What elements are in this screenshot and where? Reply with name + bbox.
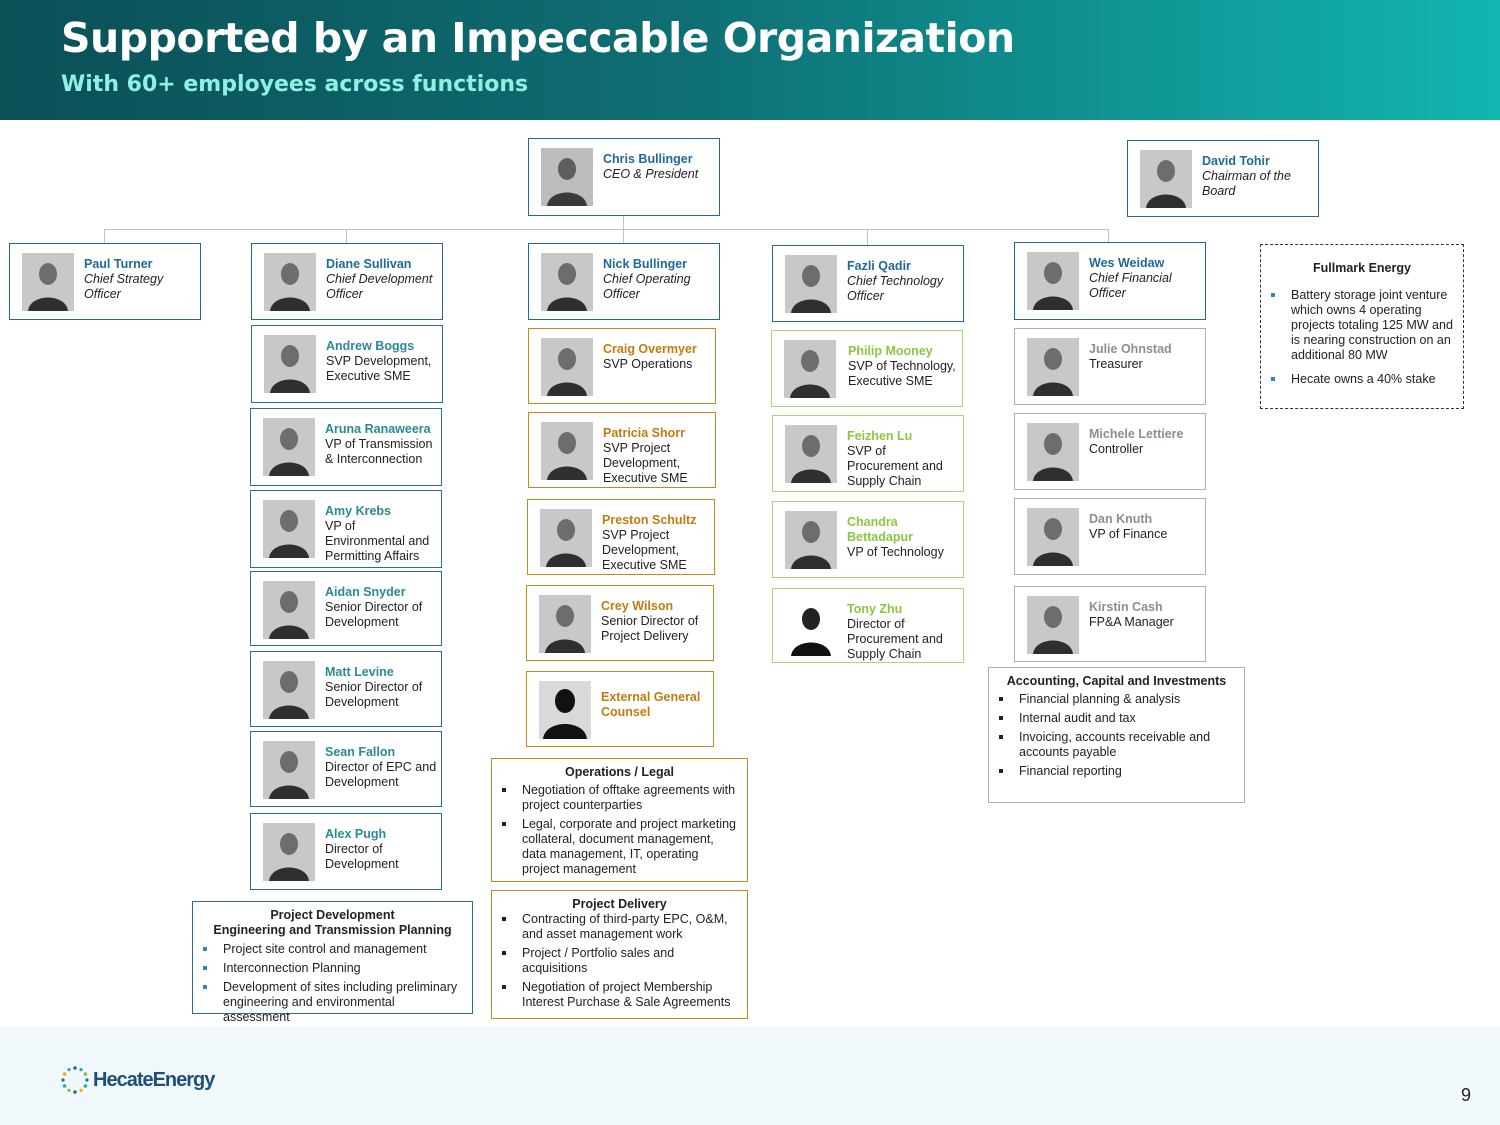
person-photo xyxy=(1027,252,1079,310)
slide-header xyxy=(0,0,1500,120)
staff-role: Director of Development xyxy=(325,842,399,871)
hecate-logo-icon xyxy=(60,1065,90,1095)
list-item: Interconnection Planning xyxy=(201,961,464,976)
staff-role: SVP Project Development, Executive SME xyxy=(602,528,687,572)
fullmark-energy-box xyxy=(1260,244,1464,409)
project-delivery-box xyxy=(491,890,748,1019)
person-photo xyxy=(1027,508,1079,566)
staff-role: VP of Technology xyxy=(847,545,944,559)
list-item: Negotiation of offtake agreements with project counterparties xyxy=(500,783,739,813)
staff-name: Alex Pugh xyxy=(325,827,387,841)
person-photo xyxy=(539,595,591,653)
person-photo xyxy=(263,581,315,639)
staff-card xyxy=(528,328,716,404)
staff-card xyxy=(1014,586,1206,662)
development-box-title-1: Project Development xyxy=(270,908,395,922)
staff-role: Senior Director of Development xyxy=(325,600,423,629)
page-number: 9 xyxy=(1460,1085,1471,1105)
staff-name: Julie Ohnstad xyxy=(1089,342,1172,356)
staff-role: Senior Director of Development xyxy=(325,680,423,709)
list-item: Financial reporting xyxy=(997,764,1236,779)
person-photo xyxy=(1140,150,1192,208)
staff-name: Sean Fallon xyxy=(325,745,396,759)
finance-responsibilities-list xyxy=(997,692,1236,779)
cto-name: Fazli Qadir xyxy=(847,259,911,273)
person-photo xyxy=(22,253,74,311)
staff-role: SVP Project Development, Executive SME xyxy=(603,441,688,485)
staff-card xyxy=(250,731,442,807)
list-item: Battery storage joint venture which owns 4 operating projects totaling 125 MW and is nearing construction on an additional 80 MW xyxy=(1269,288,1455,363)
ceo-name: Chris Bullinger xyxy=(603,152,693,166)
fullmark-list xyxy=(1269,288,1455,387)
staff-name: Chandra Bettadapur xyxy=(847,515,913,544)
cso-name: Paul Turner xyxy=(84,257,153,271)
person-photo xyxy=(785,255,837,313)
operations-legal-title: Operations / Legal xyxy=(564,765,675,779)
person-photo xyxy=(541,338,593,396)
list-item: Hecate owns a 40% stake xyxy=(1269,372,1455,387)
staff-name: Matt Levine xyxy=(325,665,394,679)
staff-name: Andrew Boggs xyxy=(326,339,415,353)
staff-card xyxy=(526,585,714,661)
staff-card xyxy=(250,490,442,568)
staff-name: Amy Krebs xyxy=(325,504,391,518)
staff-card xyxy=(771,330,963,407)
staff-name: Tony Zhu xyxy=(847,602,903,616)
staff-role: Controller xyxy=(1089,442,1144,456)
staff-role: VP of Finance xyxy=(1089,527,1168,541)
company-logo xyxy=(60,1065,214,1095)
coo-card xyxy=(528,243,720,320)
connector-strategy xyxy=(104,229,105,244)
fullmark-title: Fullmark Energy xyxy=(1313,261,1411,275)
cdo-role: Chief Development Officer xyxy=(326,272,433,301)
development-box-title-2: Engineering and Transmission Planning xyxy=(213,923,452,937)
staff-card xyxy=(1014,498,1206,575)
staff-name: Dan Knuth xyxy=(1089,512,1153,526)
chairman-name: David Tohir xyxy=(1202,154,1270,168)
staff-card xyxy=(250,813,442,890)
coo-name: Nick Bullinger xyxy=(603,257,688,271)
staff-card xyxy=(772,415,964,492)
person-photo xyxy=(541,148,593,206)
staff-name: Kirstin Cash xyxy=(1089,600,1163,614)
slide-footer xyxy=(0,1027,1500,1125)
operations-legal-box xyxy=(491,758,748,882)
list-item: Project / Portfolio sales and acquisitions xyxy=(500,946,739,976)
finance-box-title: Accounting, Capital and Investments xyxy=(1006,674,1227,688)
staff-role: VP of Transmission & Interconnection xyxy=(325,437,433,466)
staff-name: Philip Mooney xyxy=(848,344,933,358)
cdo-card xyxy=(251,243,443,320)
counsel-card xyxy=(526,671,714,747)
cto-card xyxy=(772,245,964,322)
list-item: Internal audit and tax xyxy=(997,711,1236,726)
staff-card xyxy=(1014,328,1206,405)
staff-name: Aruna Ranaweera xyxy=(325,422,431,436)
person-photo xyxy=(540,509,592,567)
cto-role: Chief Technology Officer xyxy=(847,274,944,303)
person-photo xyxy=(784,340,836,398)
chairman-role: Chairman of the Board xyxy=(1202,169,1291,198)
cso-card xyxy=(9,243,201,320)
operations-legal-list xyxy=(500,783,739,877)
person-photo xyxy=(785,598,837,656)
staff-name: Patricia Shorr xyxy=(603,426,685,440)
person-photo xyxy=(263,741,315,799)
person-photo xyxy=(263,418,315,476)
person-photo xyxy=(264,253,316,311)
staff-role: Director of EPC and Development xyxy=(325,760,437,789)
project-delivery-list xyxy=(500,912,739,1010)
staff-card xyxy=(527,499,715,575)
list-item: Contracting of third-party EPC, O&M, and asset management work xyxy=(500,912,739,942)
org-horizontal-connector xyxy=(104,229,1109,230)
staff-name: Preston Schultz xyxy=(602,513,697,527)
cfo-name: Wes Weidaw xyxy=(1089,256,1165,270)
chairman-card xyxy=(1127,140,1319,217)
list-item: Invoicing, accounts receivable and accounts payable xyxy=(997,730,1236,760)
person-photo xyxy=(263,661,315,719)
list-item: Negotiation of project Membership Interest Purchase & Sale Agreements xyxy=(500,980,739,1010)
staff-name: Michele Lettiere xyxy=(1089,427,1184,441)
staff-name: Craig Overmyer xyxy=(603,342,697,356)
connector-operations xyxy=(623,229,624,244)
list-item: Financial planning & analysis xyxy=(997,692,1236,707)
person-photo xyxy=(263,823,315,881)
ceo-role: CEO & President xyxy=(603,167,699,181)
staff-name: Crey Wilson xyxy=(601,599,674,613)
staff-card xyxy=(250,408,442,486)
cfo-role: Chief Financial Officer xyxy=(1089,271,1172,300)
list-item: Project site control and management xyxy=(201,942,464,957)
staff-role: SVP Development, Executive SME xyxy=(326,354,432,383)
slide-title: Supported by an Impeccable Organization xyxy=(61,14,1015,62)
staff-role: Senior Director of Project Delivery xyxy=(601,614,699,643)
cdo-name: Diane Sullivan xyxy=(326,257,412,271)
staff-card xyxy=(772,588,964,663)
cfo-card xyxy=(1014,242,1206,320)
ceo-connector-vertical xyxy=(623,215,624,230)
development-responsibilities-list xyxy=(201,942,464,1025)
staff-card xyxy=(528,412,716,488)
staff-card xyxy=(772,501,964,578)
staff-card xyxy=(1014,413,1206,490)
logo-text: HecateEnergy xyxy=(93,1068,215,1091)
person-photo xyxy=(541,422,593,480)
list-item: Development of sites including preliminary engineering and environmental assessment xyxy=(201,980,464,1025)
development-responsibilities-box xyxy=(192,901,473,1024)
slide-subtitle: With 60+ employees across functions xyxy=(61,72,529,97)
staff-name: Feizhen Lu xyxy=(847,429,913,443)
person-photo xyxy=(785,511,837,569)
person-photo xyxy=(785,425,837,483)
staff-role: VP of Environmental and Permitting Affairs xyxy=(325,519,430,563)
project-delivery-title: Project Delivery xyxy=(572,897,667,911)
silhouette-photo xyxy=(539,681,591,739)
cso-role: Chief Strategy Officer xyxy=(84,272,164,301)
connector-technology xyxy=(867,229,868,246)
person-photo xyxy=(263,500,315,558)
person-photo xyxy=(541,253,593,311)
list-item: Legal, corporate and project marketing collateral, document management, data management, IT, operating project management xyxy=(500,817,739,877)
staff-role: SVP Operations xyxy=(603,357,693,371)
person-photo xyxy=(264,335,316,393)
staff-card xyxy=(250,571,442,646)
staff-card xyxy=(251,325,443,403)
staff-role: Director of Procurement and Supply Chain xyxy=(847,617,943,661)
ceo-card xyxy=(528,138,720,216)
staff-card xyxy=(250,651,442,727)
connector-finance xyxy=(1108,229,1109,243)
staff-name: Aidan Snyder xyxy=(325,585,406,599)
staff-role: Treasurer xyxy=(1089,357,1143,371)
counsel-name: External General Counsel xyxy=(601,690,701,719)
person-photo xyxy=(1027,338,1079,396)
person-photo xyxy=(1027,423,1079,481)
person-photo xyxy=(1027,596,1079,654)
coo-role: Chief Operating Officer xyxy=(603,272,691,301)
connector-development xyxy=(346,229,347,244)
finance-responsibilities-box xyxy=(988,667,1245,803)
staff-role: SVP of Technology, Executive SME xyxy=(848,359,956,388)
staff-role: SVP of Procurement and Supply Chain xyxy=(847,444,943,488)
staff-role: FP&A Manager xyxy=(1089,615,1174,629)
